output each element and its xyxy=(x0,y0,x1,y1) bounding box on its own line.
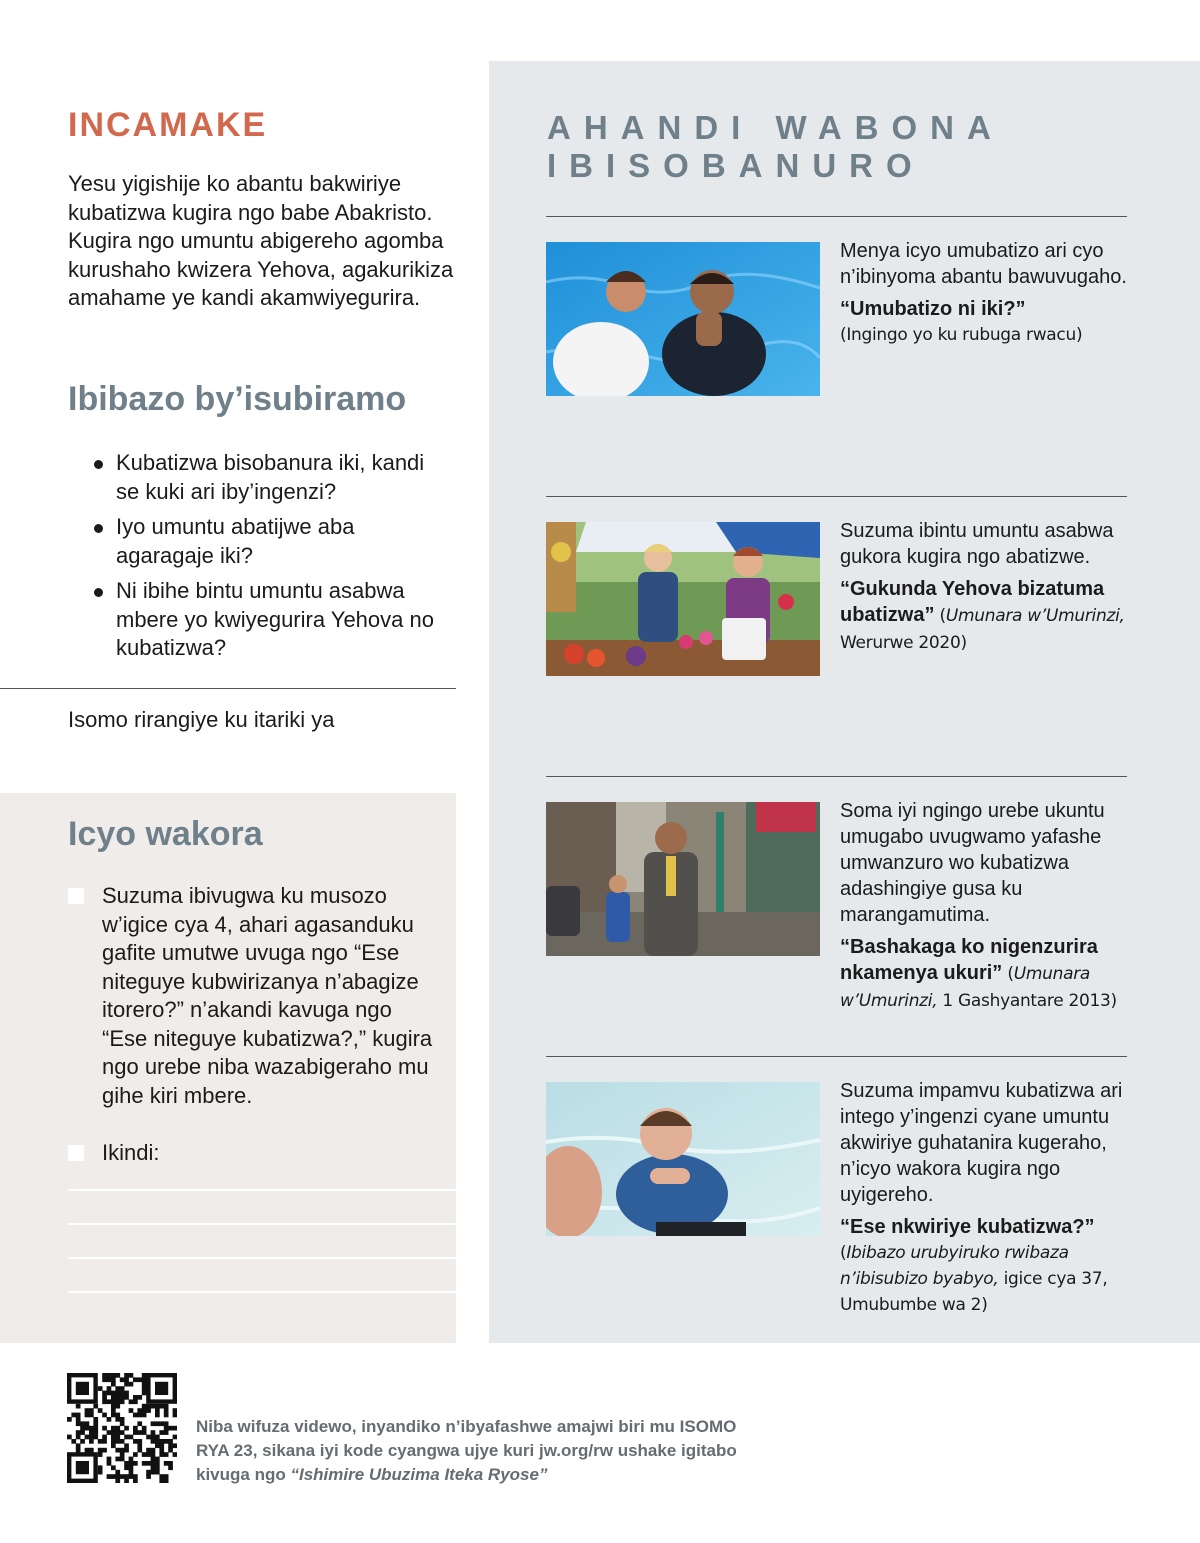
resource-item xyxy=(840,238,1130,348)
resource-source: ( xyxy=(934,606,946,626)
qr-code-icon[interactable] xyxy=(67,1373,177,1483)
divider xyxy=(546,496,1127,497)
checkbox[interactable] xyxy=(68,1145,84,1161)
resource-source: ( xyxy=(840,1243,847,1263)
resource-link-line xyxy=(840,934,1130,1014)
footer-note xyxy=(196,1415,756,1487)
review-question: Ni ibihe bintu umuntu asabwa mbere yo kwiyegurira Yehova no kubatizwa? xyxy=(92,577,452,663)
explore-panel xyxy=(489,61,1200,1343)
resource-description: Menya icyo umubatizo ari cyo n’ibinyoma abantu bawuvugaho. xyxy=(840,240,1127,288)
footer-text: Niba wifuza videwo, inyandiko n’ibyafashwe amajwi biri mu ISOMO RYA 23, sikana iyi kode cyangwa ujye kuri jw.org/rw ushake igitabo kivuga ngo xyxy=(196,1417,737,1484)
resource-description: Suzuma ibintu umuntu asabwa gukora kugira ngo abatizwe. xyxy=(840,520,1114,568)
summary-text: Yesu yigishije ko abantu bakwiriye kubatizwa kugira ngo babe Abakristo. Kugira ngo umuntu abigereho agomba kurushaho kwizera Yehova, agakurikiza amahame ye kandi akamwiyegurira. xyxy=(68,171,454,310)
footer-book-title: “Ishimire Ubuzima Iteka Ryose” xyxy=(290,1465,548,1484)
resource-source: igice cya 37, Umubumbe wa 2) xyxy=(840,1269,1108,1315)
resource-item xyxy=(840,1078,1130,1318)
resource-source: 1 Gashyantare 2013) xyxy=(937,991,1117,1011)
resource-description: Soma iyi ngingo urebe ukuntu umugabo uvugwamo yafashe umwanzuro wo kubatizwa adashingiye gusa ku marangamutima. xyxy=(840,800,1105,926)
resource-item xyxy=(840,798,1130,1014)
businessman-street-photo xyxy=(546,802,820,956)
resource-item xyxy=(840,518,1130,656)
resource-source-title: Umunara w’Umurinzi, xyxy=(840,964,1091,1011)
todo-title: Icyo wakora xyxy=(68,815,263,853)
resource-link[interactable]: “Umubatizo ni iki?” xyxy=(840,298,1026,320)
review-question: Iyo umuntu abatijwe aba agaragaje iki? xyxy=(92,513,452,570)
explore-title-line: AHANDI WABONA xyxy=(547,109,1004,146)
write-line[interactable] xyxy=(68,1291,456,1293)
resource-source: Werurwe 2020) xyxy=(840,633,967,653)
checkbox[interactable] xyxy=(68,888,84,904)
todo-item-label: Suzuma ibivugwa ku musozo w’igice cya 4, ahari agasanduku gafite umutwe uvuga ngo “Ese niteguye kubwirizanya n’abagize itorero?” n’akandi kavuga ngo “Ese niteguye kubatizwa?,” kugira ngo urebe niba wazabigeraho mu gihe kiri mbere. xyxy=(102,883,433,1108)
resource-source: ( xyxy=(1002,964,1014,984)
resource-link-line xyxy=(840,576,1130,656)
divider xyxy=(546,1056,1127,1057)
review-question: Kubatizwa bisobanura iki, kandi se kuki ari iby’ingenzi? xyxy=(92,449,452,506)
divider xyxy=(546,216,1127,217)
summary-title: INCAMAKE xyxy=(68,106,268,144)
resource-source-line xyxy=(840,1240,1130,1318)
resource-source-title: Umunara w’Umurinzi, xyxy=(945,606,1125,626)
resource-link[interactable]: “Gukunda Yehova bizatuma ubatizwa” xyxy=(840,578,1105,626)
divider xyxy=(0,688,456,689)
write-line[interactable] xyxy=(68,1223,456,1225)
market-witnessing-photo xyxy=(546,522,820,676)
explore-title-line: IBISOBANURO xyxy=(547,147,925,184)
resource-link[interactable]: “Bashakaga ko nigenzurira nkamenya ukuri” xyxy=(840,936,1098,984)
explore-title xyxy=(547,109,1004,185)
review-questions-list xyxy=(92,449,452,670)
todo-item-other[interactable] xyxy=(68,1139,438,1168)
resource-source: (Ingingo yo ku rubuga rwacu) xyxy=(840,325,1083,345)
write-line[interactable] xyxy=(68,1189,456,1191)
divider xyxy=(546,776,1127,777)
review-title: Ibibazo by’isubiramo xyxy=(68,380,407,418)
baptism-pool-photo xyxy=(546,242,820,396)
completed-date-label: Isomo rirangiye ku itariki ya xyxy=(68,707,335,732)
resource-description: Suzuma impamvu kubatizwa ari intego y’ingenzi cyane umuntu akwiriye guhatanira kugeraho, n’icyo wakora kugira ngo uyigereho. xyxy=(840,1080,1123,1206)
resource-source-title: Ibibazo urubyiruko rwibaza n’ibisubizo byabyo, xyxy=(840,1243,1069,1289)
write-line[interactable] xyxy=(68,1257,456,1259)
todo-item-review[interactable] xyxy=(68,882,438,1110)
resource-link[interactable]: “Ese nkwiriye kubatizwa?” xyxy=(840,1216,1095,1238)
todo-item-label: Ikindi: xyxy=(102,1140,160,1165)
young-woman-baptism-photo xyxy=(546,1082,820,1236)
todo-box xyxy=(0,793,456,1343)
